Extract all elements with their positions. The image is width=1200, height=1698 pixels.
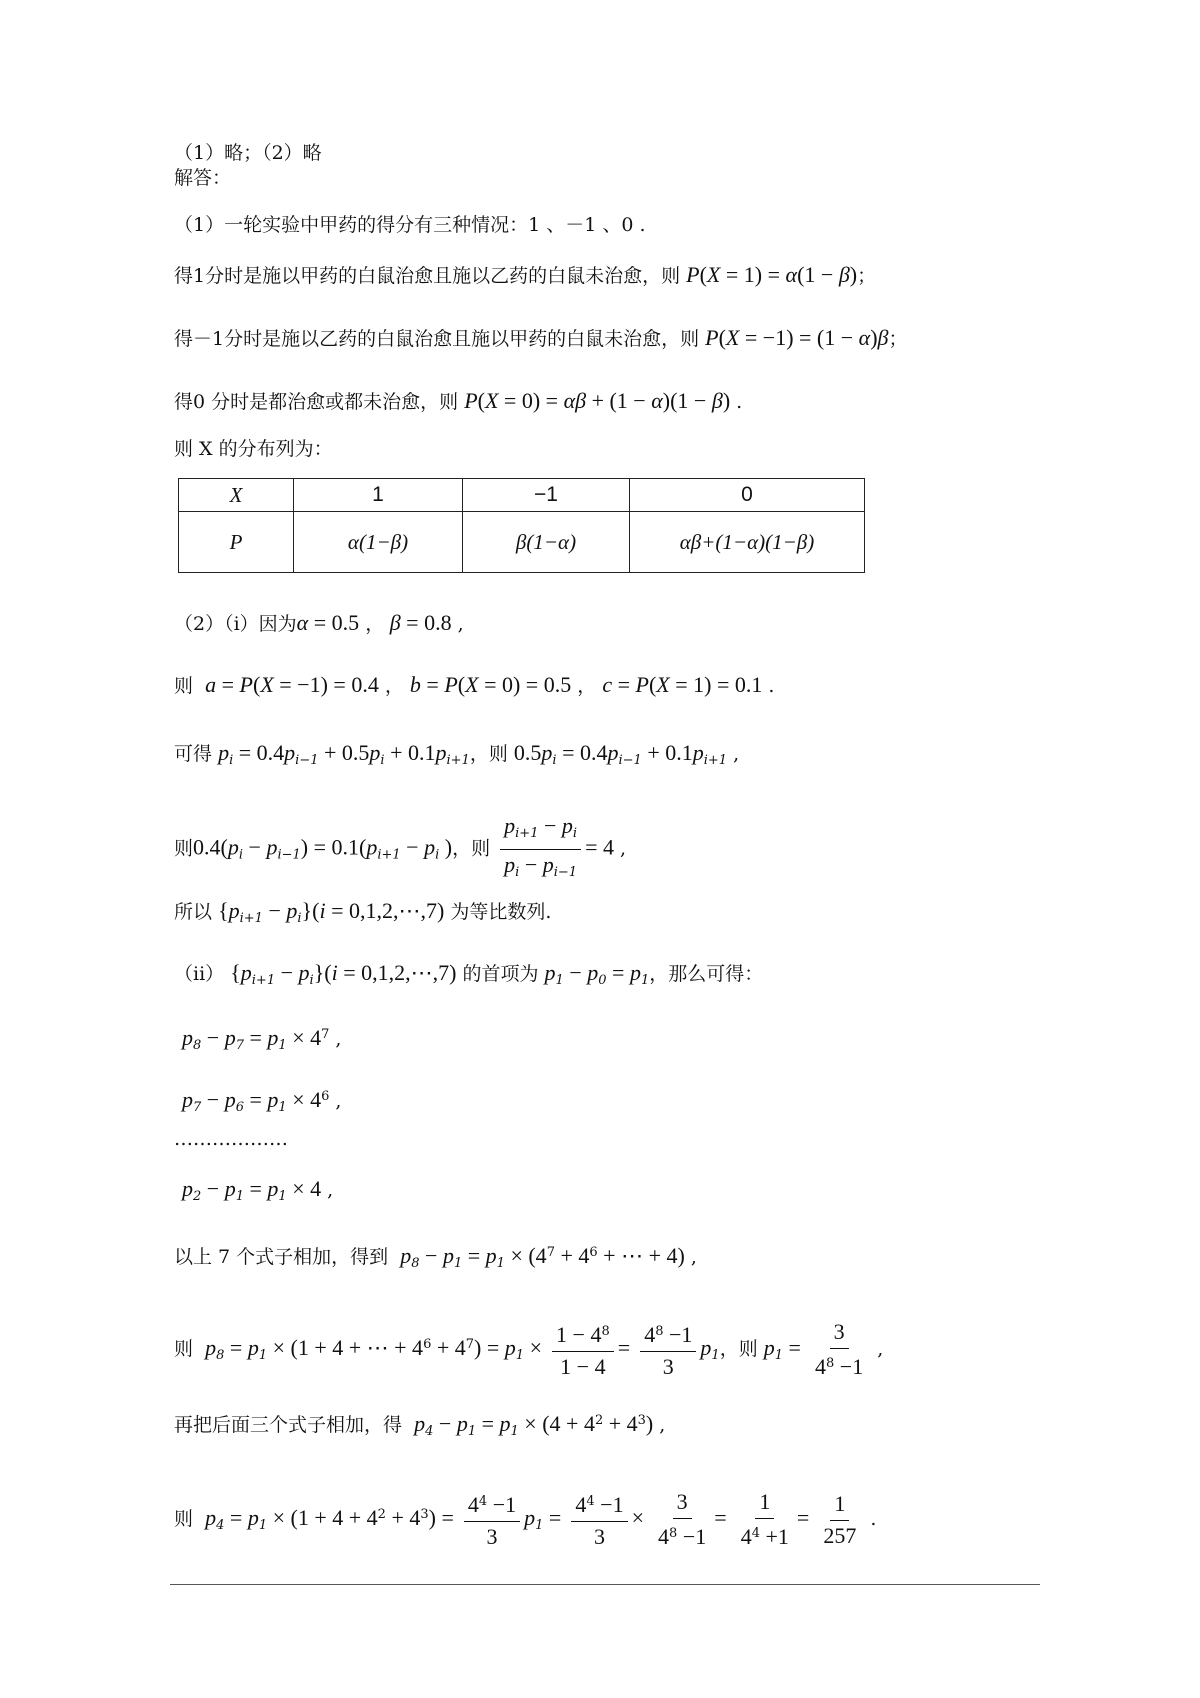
again-text: 再把后面三个式子相加，得 — [174, 1414, 403, 1436]
part2-line3: 可得 $p_i = 0.4p_{i-1} + 0.5p_i + 0.1p_{i+1}$，则 $0.5p_i = 0.4p_{i-1} + 0.1p_{i+1}$ , — [174, 740, 740, 768]
part2-line5-suffix: 为等比数列. — [450, 901, 552, 923]
case2-formula: P — [705, 325, 719, 350]
ellipsis-dots: ……………… — [174, 1128, 288, 1150]
part2-line6-text: （ii） — [174, 963, 225, 985]
table-cell: α(1−β) — [294, 512, 463, 573]
case1-formula: P — [686, 262, 700, 287]
table-cell: 1 — [294, 479, 463, 512]
table-cell: −1 — [463, 479, 630, 512]
p4-line: 则 $p_4 = p_1 \times (1 + 4 + 4^2 + 4^3)$ = $\frac{4^4 -1}{3}$ $p_1$ = $\frac{4^4 -1}{3}$ × $\frac{3}{4^8 -1}$ = $\frac{1}{4^4 +1}$ = $\frac{1}{257}$ . — [174, 1489, 877, 1549]
eq-p8-p7: $p_8 - p_7 = p_1 \times 4^7$ , — [182, 1025, 342, 1053]
part2-line6-mid: 的首项为 — [462, 963, 539, 985]
footer-divider — [170, 1584, 1040, 1585]
fraction-p8: $\frac{4^8 -1}{3}$ — [640, 1320, 696, 1380]
fraction-p4-result: $\frac{1}{257}$ — [823, 1490, 857, 1548]
ratio-fraction: $\frac{p_{i+1} - p_i}{p_i - p_{i-1}}$ — [500, 814, 581, 885]
case3-text: 得0 分时是都治愈或都未治愈，则 — [174, 391, 459, 413]
table-cell: P — [179, 512, 294, 573]
distribution-table — [178, 478, 865, 573]
eq-p2-p1: $p_2 - p_1 = p_1 \times 4$ , — [182, 1176, 334, 1204]
table-cell: β(1−α) — [463, 512, 630, 573]
heading: （1）略；（2）略 — [174, 142, 322, 164]
p1-then: ，则 — [719, 1338, 758, 1360]
part2-line3-text: 可得 — [174, 743, 213, 765]
table-cell: 0 — [630, 479, 865, 512]
part2-line6-suffix: ，那么可得： — [649, 963, 764, 985]
part2-line5-text: 所以 — [174, 901, 213, 923]
p4-then: 则 — [174, 1508, 194, 1530]
part2-line2-text: 则 — [174, 675, 194, 697]
eq-p7-p6: $p_7 - p_6 = p_1 \times 4^6$ , — [182, 1087, 342, 1115]
part2-line1-text: （2）（i）因为 — [174, 613, 297, 635]
table-header-row — [179, 479, 865, 512]
fraction-p4-b: $\frac{4^4 -1}{3}$ — [571, 1490, 627, 1550]
dist-label: 则 X 的分布列为： — [174, 438, 333, 460]
table-cell: αβ+(1−α)(1−β) — [630, 512, 865, 573]
sum-text: 以上 7 个式子相加，得到 — [174, 1246, 389, 1268]
p8-then: 则 — [174, 1338, 194, 1360]
fraction-p4-d: $\frac{1}{4^4 +1}$ — [740, 1489, 789, 1549]
part2-line4-text: 则 — [174, 837, 194, 860]
part2-line2: 则 a = P(X = −1) = 0.4 ， b = P(X = 0) = 0.5 ， c = P(X = 1) = 0.1 . — [174, 672, 775, 697]
part2-line3-mid: ，则 — [469, 743, 508, 765]
case1-text: 得1分时是施以甲药的白鼠治愈且施以乙药的白鼠未治愈，则 — [174, 265, 681, 287]
case2-text: 得－1分时是施以乙药的白鼠治愈且施以甲药的白鼠未治愈，则 — [174, 328, 700, 350]
fraction-p1: $\frac{3}{4^8 -1}$ — [815, 1319, 864, 1379]
p8-line: 则 $p_8 = p_1 \times (1 + 4$ + ⋯ + $4^6 + 4^7) = p_1$ × $\frac{1 - 4^8}{1 - 4}$ = $\frac{4^8 -1}{3}$ $p_1$，则 $p_1$ = $\frac{3}{4^8 -1}$ , — [174, 1319, 884, 1379]
answer-label: 解答： — [174, 167, 232, 189]
part2-line4-mid: ，则 — [452, 837, 491, 860]
fraction-p4-c: $\frac{3}{4^8 -1}$ — [658, 1489, 707, 1549]
again-line: 再把后面三个式子相加，得 $p_4 - p_1 = p_1 \times (4 + 4^2 + 4^3)$ , — [174, 1411, 666, 1439]
case1-line: 得1分时是施以甲药的白鼠治愈且施以乙药的白鼠未治愈，则 P(X = 1) = α(1 − β)； — [174, 262, 877, 287]
fraction-geom-sum: $\frac{1 - 4^8}{1 - 4}$ — [552, 1320, 614, 1380]
table-row — [179, 512, 865, 573]
part2-line5: 所以 $\{p_{i+1} - p_i\}(i$ = 0,1,2,⋯,7) 为等比数列. — [174, 898, 552, 926]
part1-intro: （1）一轮实验中甲药的得分有三种情况：1 、－1 、0 . — [174, 214, 646, 236]
sum-line: 以上 7 个式子相加，得到 $p_8 - p_1 = p_1 \times (4^7 + 4^6$ + ⋯ + 4) , — [174, 1243, 697, 1271]
case3-line: 得0 分时是都治愈或都未治愈，则 P(X = 0) = αβ + (1 − α)(1 − β) . — [174, 388, 743, 413]
table-cell: X — [179, 479, 294, 512]
case3-formula: P — [464, 388, 478, 413]
fraction-p4-a: $\frac{4^4 -1}{3}$ — [464, 1490, 520, 1550]
part2-line1: （2）（i）因为α = 0.5 ， β = 0.8 , — [174, 610, 464, 635]
part2-line4: 则$0.4(p_i - p_{i-1}) = 0.1(p_{i+1} - p_i$ )，则 $\frac{p_{i+1} - p_i}{p_i - p_{i-1}}$ = 4 , — [174, 814, 626, 885]
case2-line: 得－1分时是施以乙药的白鼠治愈且施以甲药的白鼠未治愈，则 P(X = −1) = (1 − α)β； — [174, 325, 908, 350]
part2-line6: （ii） $\{p_{i+1} - p_i\}(i$ = 0,1,2,⋯,7) 的首项为 $p_1 - p_0 = p_1$，那么可得： — [174, 960, 764, 988]
